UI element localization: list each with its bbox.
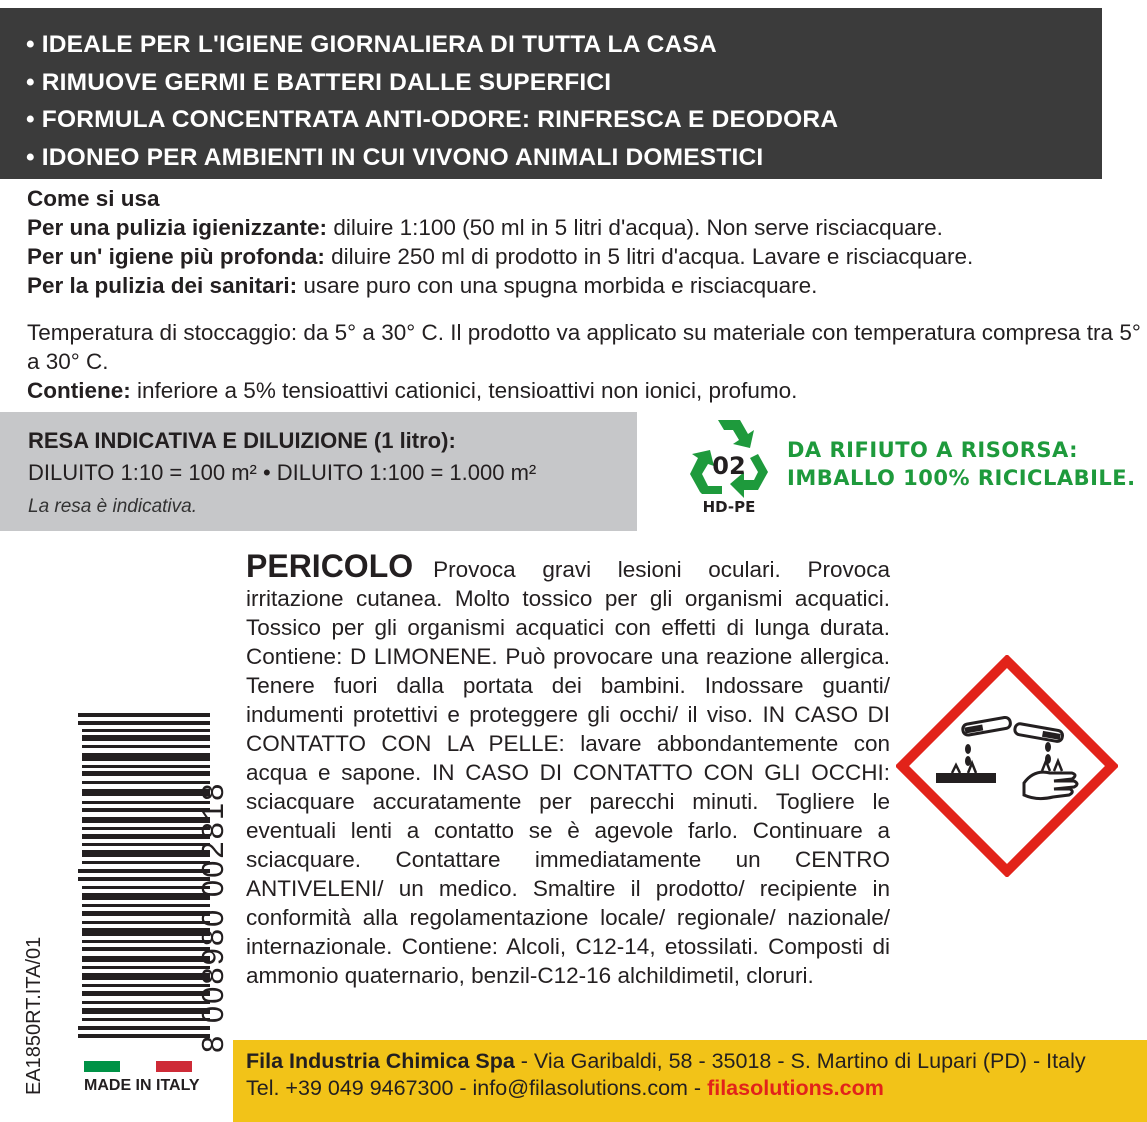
yield-title: RESA INDICATIVA E DILUIZIONE (1 litro): (28, 428, 456, 453)
feature-line: • FORMULA CONCENTRATA ANTI-ODORE: RINFRESCA E DEODORA (26, 106, 839, 133)
hazard-heading: PERICOLO (246, 548, 414, 584)
made-in-label: MADE IN ITALY (84, 1077, 200, 1094)
yield-note: La resa è indicativa. (28, 496, 197, 517)
recycle-material: HD-PE (702, 498, 756, 514)
feature-line: • IDONEO PER AMBIENTI IN CUI VIVONO ANIMALI DOMESTICI (26, 143, 764, 171)
recycle-icon (688, 414, 770, 514)
features-banner (0, 8, 1102, 179)
usage-row: Per la pulizia dei sanitari: usare puro con una spugna morbida e risciacquare. (27, 273, 818, 298)
usage-section (27, 184, 1137, 300)
italian-flag-icon (84, 1061, 192, 1072)
recycle-line-1: DA RIFIUTO A RISORSA: (787, 438, 1079, 462)
contains-line: Contiene: inferiore a 5% tensioattivi cationici, tensioattivi non ionici, profumo. (27, 378, 798, 403)
feature-line: • RIMUOVE GERMI E BATTERI DALLE SUPERFICI (26, 68, 612, 96)
product-code: EA1850RT.ITA/01 (23, 936, 45, 1095)
storage-section (27, 318, 1142, 405)
usage-row: Per una pulizia igienizzante: diluire 1:100 (50 ml in 5 litri d'acqua). Non serve risciacquare. (27, 215, 943, 240)
yield-values: DILUITO 1:10 = 100 m² • DILUITO 1:100 = 1.000 m² (28, 460, 537, 485)
hazard-statement (246, 548, 890, 990)
footer-contact-line: Tel. +39 049 9467300 - info@filasolutions.com - filasolutions.com (246, 1076, 884, 1100)
usage-title: Come si usa (27, 186, 160, 211)
corrosion-icon (896, 655, 1118, 877)
recycle-message (787, 436, 1136, 492)
barcode-number: 8 008980 002818 (195, 781, 230, 1053)
recycle-line-2: IMBALLO 100% RICICLABILE. (787, 466, 1136, 490)
recycle-code: 02 (712, 452, 746, 480)
website-link[interactable]: filasolutions.com (707, 1076, 884, 1100)
yield-box (0, 412, 637, 531)
feature-line: • IDEALE PER L'IGIENE GIORNALIERA DI TUTTA LA CASA (26, 31, 717, 58)
usage-row: Per un' igiene più profonda: diluire 250 ml di prodotto in 5 litri d'acqua. Lavare e risciacquare. (27, 244, 974, 269)
storage-text: Temperatura di stoccaggio: da 5° a 30° C. Il prodotto va applicato su materiale con temperatura compresa tra 5° a 30° C. (27, 320, 1141, 374)
barcode-icon (78, 713, 210, 1058)
hazard-text: Provoca gravi lesioni oculari. Provoca irritazione cutanea. Molto tossico per gli organismi acquatici. Tossico per gli organismi acquatici con effetti di lunga durata. Contiene: D LIMONENE. Può provocare una reazione allergica. Tenere fuori dalla portata dei bambini. Indossare guanti/ indumenti protettivi e proteggere gli occhi/ il viso. IN CASO DI CONTATTO CON LA PELLE: lavare abbondantemente con acqua e sapone. IN CASO DI CONTATTO CON GLI OCCHI: sciacquare accuratamente per parecchi minuti. Togliere le eventuali lenti a contatto se è agevole farlo. Continuare a sciacquare. Contattare immediatamente un CENTRO ANTIVELENI/ un medico. Smaltire il prodotto/ recipiente in conformità alla regolamentazione locale/ regionale/ nazionale/ internazionale. Contiene: Alcoli, C12-14, etossilati. Composti di ammonio quaternario, benzil-C12-16 alchildimetil, cloruri. (246, 557, 890, 988)
footer-address-line: Fila Industria Chimica Spa - Via Garibaldi, 58 - 35018 - S. Martino di Lupari (PD) - Italy (246, 1049, 1086, 1073)
company-footer (233, 1040, 1147, 1122)
